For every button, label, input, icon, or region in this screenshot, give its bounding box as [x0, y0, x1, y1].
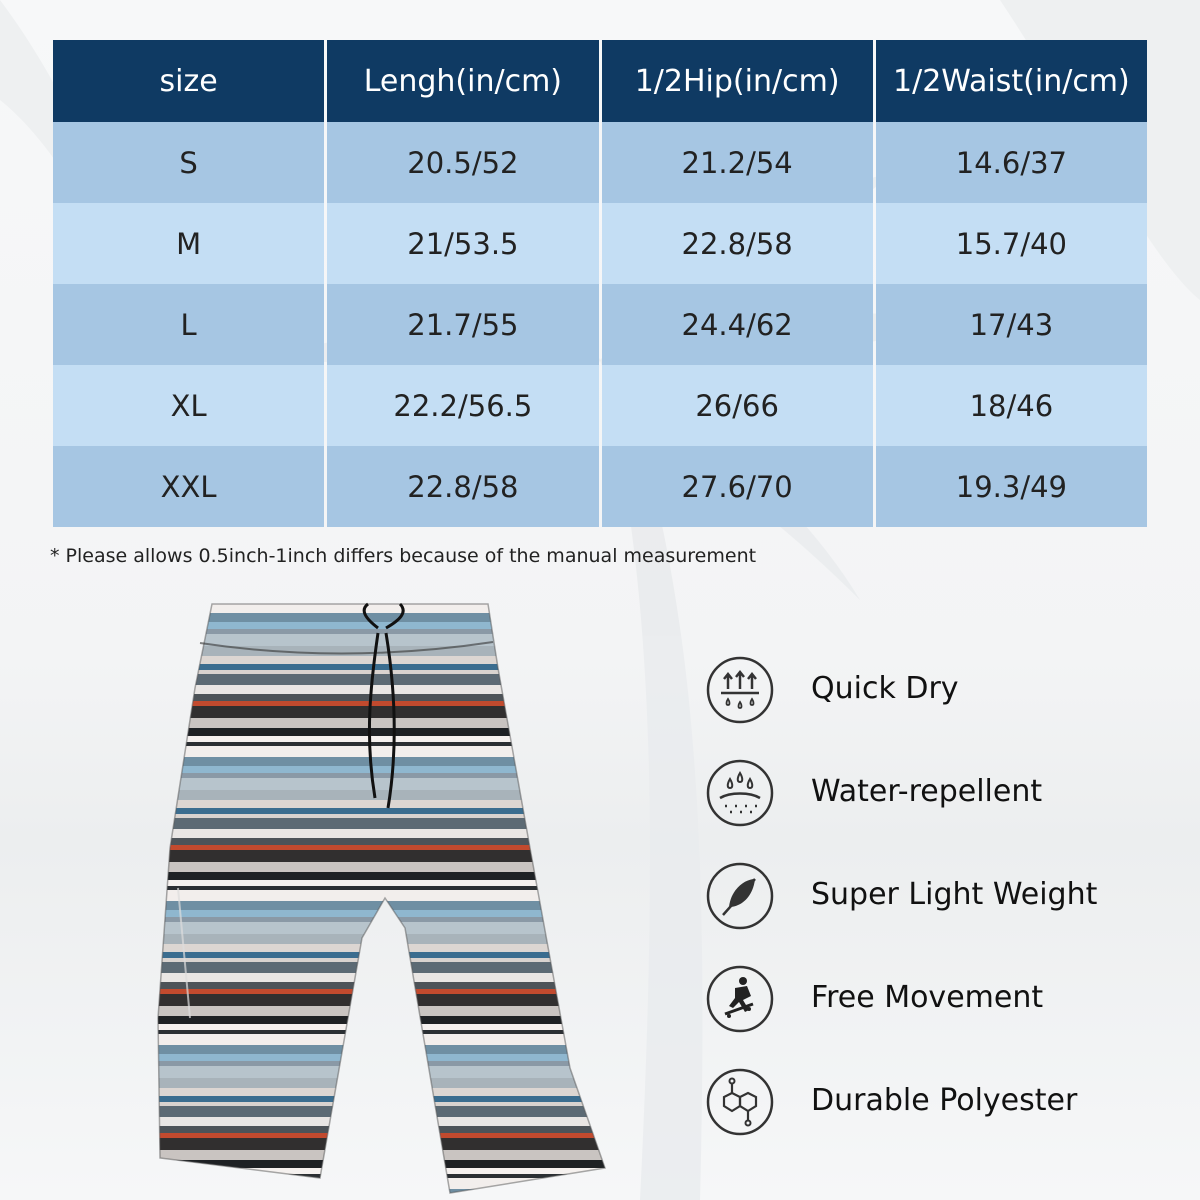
size-cell: M: [53, 203, 324, 284]
waist-cell: 17/43: [876, 284, 1147, 365]
feature-label: Durable Polyester: [811, 1083, 1078, 1118]
hip-cell: 22.8/58: [602, 203, 873, 284]
feature-label: Super Light Weight: [811, 877, 1098, 912]
measurement-note: * Please allows 0.5inch-1inch differs because of the manual measurement: [50, 545, 757, 567]
table-header-row: [53, 40, 1147, 122]
hip-cell: 27.6/70: [602, 446, 873, 527]
size-cell: S: [53, 122, 324, 203]
header-length: Lengh(in/cm): [327, 40, 598, 122]
feather-icon: [705, 861, 775, 931]
length-cell: 21/53.5: [327, 203, 598, 284]
feature-label: Quick Dry: [811, 671, 959, 706]
table-row: [53, 122, 1147, 203]
hip-cell: 26/66: [602, 365, 873, 446]
length-cell: 20.5/52: [327, 122, 598, 203]
skater-icon: [705, 964, 775, 1034]
quick-dry-icon: [705, 655, 775, 725]
length-cell: 22.8/58: [327, 446, 598, 527]
size-cell: XXL: [53, 446, 324, 527]
table-row: [53, 284, 1147, 365]
table-row: [53, 203, 1147, 284]
size-cell: L: [53, 284, 324, 365]
header-size: size: [53, 40, 324, 122]
waist-cell: 19.3/49: [876, 446, 1147, 527]
length-cell: 21.7/55: [327, 284, 598, 365]
striped-shorts-image: [150, 598, 620, 1198]
waist-cell: 15.7/40: [876, 203, 1147, 284]
table-row: [53, 446, 1147, 527]
hip-cell: 24.4/62: [602, 284, 873, 365]
header-half-waist: 1/2Waist(in/cm): [876, 40, 1147, 122]
size-chart-table: [50, 40, 1150, 527]
header-half-hip: 1/2Hip(in/cm): [602, 40, 873, 122]
feature-quick-dry: [705, 655, 1185, 758]
hip-cell: 21.2/54: [602, 122, 873, 203]
waist-cell: 14.6/37: [876, 122, 1147, 203]
feature-label: Water-repellent: [811, 774, 1043, 809]
feature-water-repellent: [705, 758, 1185, 861]
size-cell: XL: [53, 365, 324, 446]
feature-list: [705, 655, 1185, 1170]
waist-cell: 18/46: [876, 365, 1147, 446]
table-row: [53, 365, 1147, 446]
water-repellent-icon: [705, 758, 775, 828]
molecule-icon: [705, 1067, 775, 1137]
feature-super-light-weight: [705, 861, 1185, 964]
feature-durable-polyester: [705, 1067, 1185, 1170]
length-cell: 22.2/56.5: [327, 365, 598, 446]
feature-label: Free Movement: [811, 980, 1044, 1015]
feature-free-movement: [705, 964, 1185, 1067]
